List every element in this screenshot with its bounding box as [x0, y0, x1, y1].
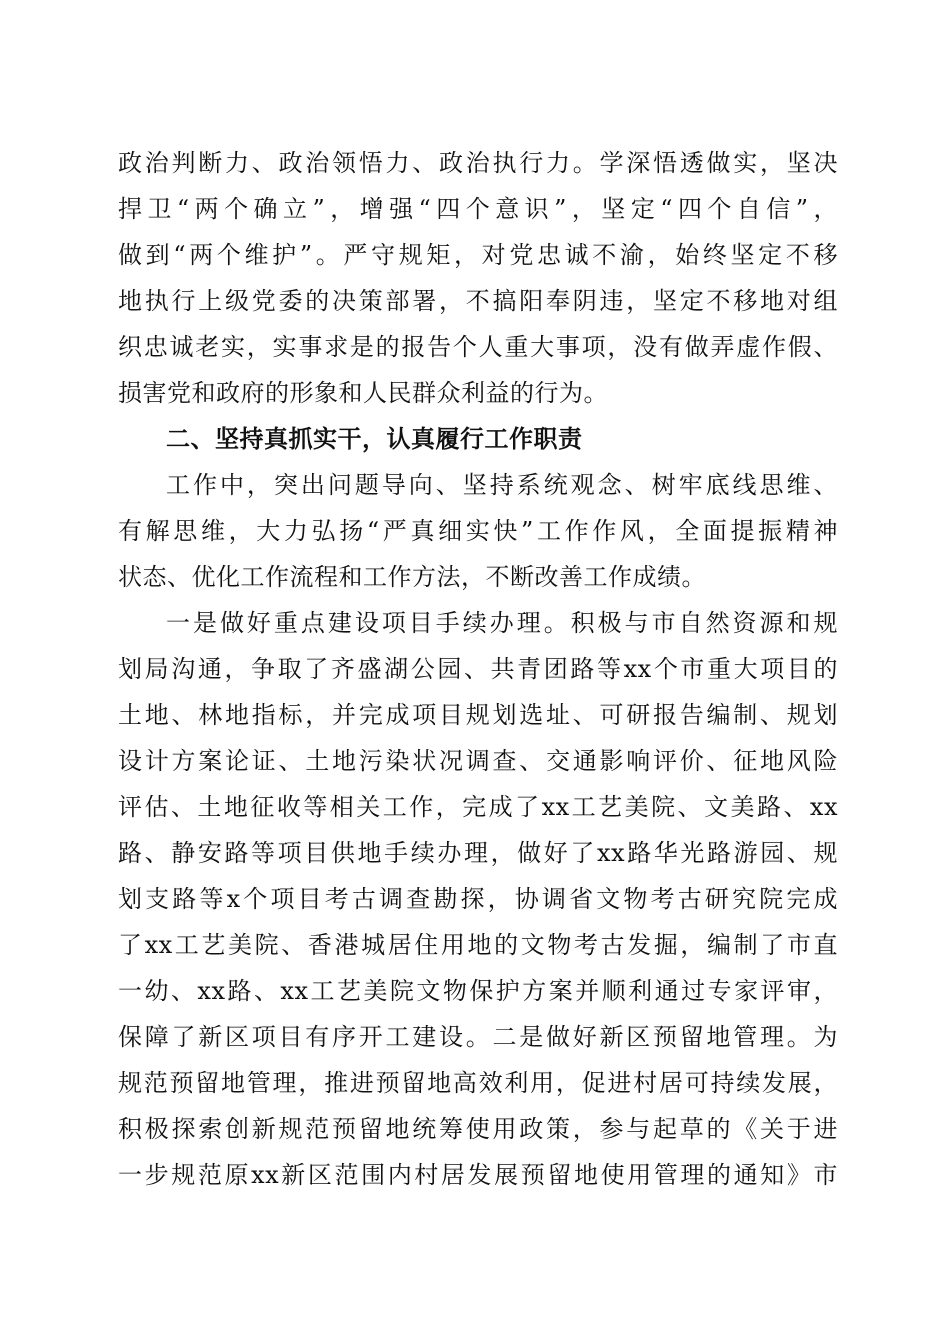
body-line: 保障了新区项目有序开工建设。二是做好新区预留地管理。为: [118, 1023, 838, 1051]
body-line: 织忠诚老实，实事求是的报告个人重大事项，没有做弄虚作假、: [118, 333, 838, 361]
section-heading: 二、坚持真抓实干，认真履行工作职责: [166, 425, 583, 453]
body-line: 损害党和政府的形象和人民群众利益的行为。: [118, 379, 608, 407]
body-line: 有解思维，大力弘扬“严真细实快”工作作风，全面提振精神: [118, 517, 838, 545]
body-line: 捍卫“两个确立”，增强“四个意识”，坚定“四个自信”，: [118, 195, 838, 223]
body-line: 设计方案论证、土地污染状况调查、交通影响评价、征地风险: [118, 747, 838, 775]
body-line: 划局沟通，争取了齐盛湖公园、共青团路等xx个市重大项目的: [118, 655, 838, 683]
body-line: 一是做好重点建设项目手续办理。积极与市自然资源和规: [166, 609, 838, 637]
body-line: 积极探索创新规范预留地统筹使用政策，参与起草的《关于进: [118, 1115, 838, 1143]
body-line: 地执行上级党委的决策部署，不搞阳奉阴违，坚定不移地对组: [118, 287, 838, 315]
body-line: 工作中，突出问题导向、坚持系统观念、树牢底线思维、: [166, 471, 838, 499]
body-line: 了xx工艺美院、香港城居住用地的文物考古发掘，编制了市直: [118, 931, 838, 959]
body-line: 政治判断力、政治领悟力、政治执行力。学深悟透做实，坚决: [118, 149, 838, 177]
body-line: 路、静安路等项目供地手续办理，做好了xx路华光路游园、规: [118, 839, 838, 867]
body-line: 一步规范原xx新区范围内村居发展预留地使用管理的通知》市: [118, 1161, 838, 1189]
body-line: 规范预留地管理，推进预留地高效利用，促进村居可持续发展，: [118, 1069, 838, 1097]
body-line: 做到“两个维护”。严守规矩，对党忠诚不渝，始终坚定不移: [118, 241, 838, 269]
body-line: 划支路等x个项目考古调查勘探，协调省文物考古研究院完成: [118, 885, 838, 913]
body-line: 土地、林地指标，并完成项目规划选址、可研报告编制、规划: [118, 701, 838, 729]
body-line: 评估、土地征收等相关工作，完成了xx工艺美院、文美路、xx: [118, 793, 838, 821]
body-line: 一幼、xx路、xx工艺美院文物保护方案并顺利通过专家评审，: [118, 977, 838, 1005]
body-line: 状态、优化工作流程和工作方法，不断改善工作成绩。: [118, 563, 706, 591]
